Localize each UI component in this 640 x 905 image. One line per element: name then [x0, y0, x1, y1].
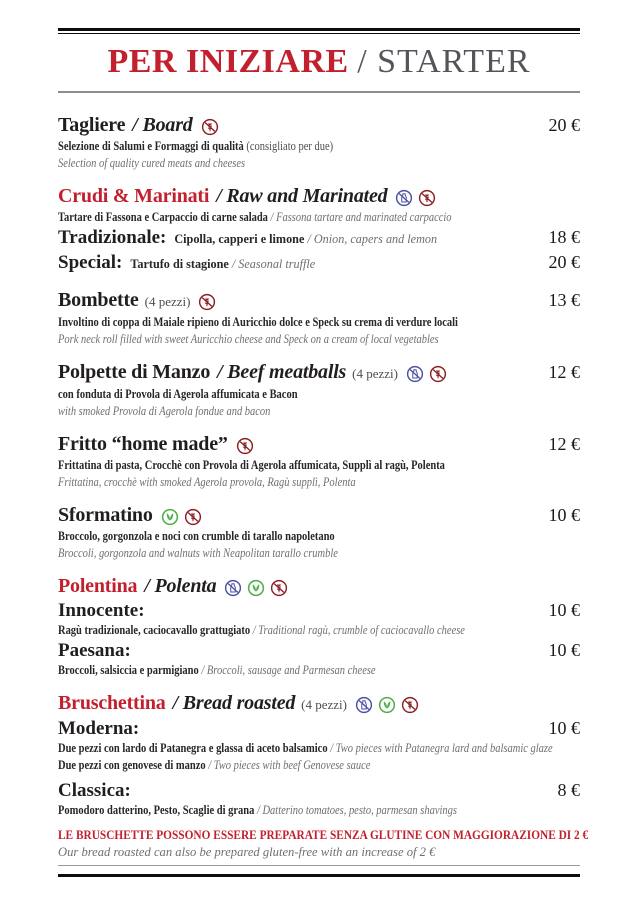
item-desc-english: with smoked Provola di Agerola fondue and bacon — [58, 404, 271, 418]
menu-item-sformatino — [58, 503, 580, 562]
variant-desc: Due pezzi con lardo di Patanegra e glassa di aceto balsamico / Two pieces with Patanegra lard and balsamic glaze — [58, 741, 553, 755]
item-desc-english: Frittatina, crocchè with smoked Agerola provola, Ragù supplì, Polenta — [58, 475, 356, 489]
variant-desc: Cipolla, capperi e limone / Onion, capers and lemon — [174, 232, 438, 246]
footer-rule-thin — [58, 865, 580, 866]
header-rule-thin — [58, 33, 580, 34]
variant-price: 10 € — [548, 718, 580, 738]
item-name-english: / Raw and Marinated — [216, 185, 388, 207]
variant-row-paesana — [58, 639, 580, 662]
gluten-free-icon — [201, 118, 219, 136]
vegetarian-icon — [247, 579, 265, 597]
menu-item-bombette — [58, 288, 580, 348]
lactose-free-icon — [406, 365, 424, 383]
item-desc-italian: Selezione di Salumi e Formaggi di qualità (consigliato per due) — [58, 139, 334, 153]
title-english: / STARTER — [357, 43, 531, 80]
gluten-free-icon — [418, 189, 436, 207]
gluten-free-icon — [270, 579, 288, 597]
footer-note-english: Our bread roasted can also be prepared gluten-free with an increase of 2 € — [58, 845, 436, 859]
variant-name: Paesana: — [58, 640, 131, 661]
footer-note — [58, 827, 589, 861]
item-name: Crudi & Marinati — [58, 185, 210, 207]
item-desc: Tartare di Fassona e Carpaccio di carne salada / Fassona tartare and marinated carpaccio — [58, 210, 452, 224]
item-qty: (4 pezzi) — [144, 294, 191, 309]
variant-price: 20 € — [548, 252, 580, 272]
gluten-free-icon — [184, 508, 202, 526]
variant-row-classica — [58, 779, 580, 802]
item-name: Polpette di Manzo — [58, 361, 211, 383]
variant-desc: Due pezzi con genovese di manzo / Two pieces with beef Genovese sauce — [58, 758, 371, 772]
item-name: Fritto “home made” — [58, 433, 228, 455]
item-price: 20 € — [548, 115, 580, 135]
lactose-free-icon — [224, 579, 242, 597]
lactose-free-icon — [355, 696, 373, 714]
variant-row-innocente — [58, 599, 580, 622]
variant-price: 10 € — [548, 600, 580, 620]
item-name-english: / Polenta — [144, 575, 217, 597]
variant-name: Tradizionale: — [58, 227, 167, 248]
header-rule-thick — [58, 28, 580, 31]
variant-desc: Tartufo di stagione / Seasonal truffle — [130, 257, 316, 271]
item-name: Bruschettina — [58, 692, 166, 714]
variant-desc: Ragù tradizionale, caciocavallo grattugiato / Traditional ragù, crumble of caciocavallo cheese — [58, 623, 465, 637]
item-qty: (4 pezzi) — [301, 697, 348, 712]
footer-note-italian: LE BRUSCHETTE POSSONO ESSERE PREPARATE SENZA GLUTINE CON MAGGIORAZIONE DI 2 € — [58, 828, 589, 842]
item-name-english: / Board — [132, 114, 193, 136]
item-name: Polentina — [58, 575, 138, 597]
variant-price: 18 € — [548, 227, 580, 247]
variant-name: Innocente: — [58, 600, 145, 621]
variant-name: Classica: — [58, 780, 131, 801]
menu-item-polpette — [58, 360, 580, 420]
menu-item-crudi-marinati — [58, 184, 580, 276]
item-price: 12 € — [548, 434, 580, 454]
menu-item-tagliere — [58, 113, 580, 172]
variant-price: 8 € — [557, 780, 580, 800]
item-name: Tagliere — [58, 114, 126, 136]
item-name-english: / Beef meatballs — [217, 361, 347, 383]
footer-rule-thick — [58, 873, 580, 877]
variant-desc: Broccoli, salsiccia e parmigiano / Broccoli, sausage and Parmesan cheese — [58, 663, 376, 677]
gluten-free-icon — [429, 365, 447, 383]
item-desc-italian: Involtino di coppa di Maiale ripieno di Auricchio dolce e Speck su crema di verdure locali — [58, 315, 458, 329]
item-desc-english: Pork neck roll filled with sweet Auricchio cheese and Speck on a cream of local vegetables — [58, 332, 439, 346]
menu-item-bruschettina — [58, 691, 580, 819]
item-desc-italian: Frittatina di pasta, Crocchè con Provola di Agerola affumicata, Supplì al ragù, Polenta — [58, 458, 445, 472]
item-price: 13 € — [548, 290, 580, 310]
gluten-free-icon — [198, 293, 216, 311]
item-price: 10 € — [548, 505, 580, 525]
lactose-free-icon — [395, 189, 413, 207]
gluten-free-icon — [236, 437, 254, 455]
variant-name: Moderna: — [58, 718, 140, 739]
menu-item-polentina — [58, 574, 580, 679]
item-name: Sformatino — [58, 504, 153, 526]
item-desc-english: Broccoli, gorgonzola and walnuts with Neapolitan tarallo crumble — [58, 546, 338, 560]
variant-name: Special: — [58, 252, 123, 273]
header-rule-bottom — [58, 91, 580, 93]
title-italian: PER INIZIARE — [107, 43, 349, 80]
variant-row-special — [58, 251, 580, 276]
item-name-english: / Bread roasted — [172, 692, 296, 714]
item-desc-italian: con fonduta di Provola di Agerola affumicata e Bacon — [58, 387, 298, 401]
variant-price: 10 € — [548, 640, 580, 660]
variant-row-moderna — [58, 717, 580, 740]
item-desc-english: Selection of quality cured meats and cheeses — [58, 156, 246, 170]
item-qty: (4 pezzi) — [352, 366, 398, 381]
item-desc-italian: Broccolo, gorgonzola e noci con crumble di tarallo napoletano — [58, 529, 335, 543]
item-price: 12 € — [548, 362, 580, 382]
variant-desc: Pomodoro datterino, Pesto, Scaglie di grana / Datterino tomatoes, pesto, parmesan shavings — [58, 803, 457, 817]
page-title — [58, 41, 580, 83]
vegetarian-icon — [378, 696, 396, 714]
item-name: Bombette — [58, 289, 139, 311]
variant-row-tradizionale — [58, 226, 580, 251]
menu-item-fritto — [58, 432, 580, 491]
vegetarian-icon — [161, 508, 179, 526]
gluten-free-icon — [401, 696, 419, 714]
